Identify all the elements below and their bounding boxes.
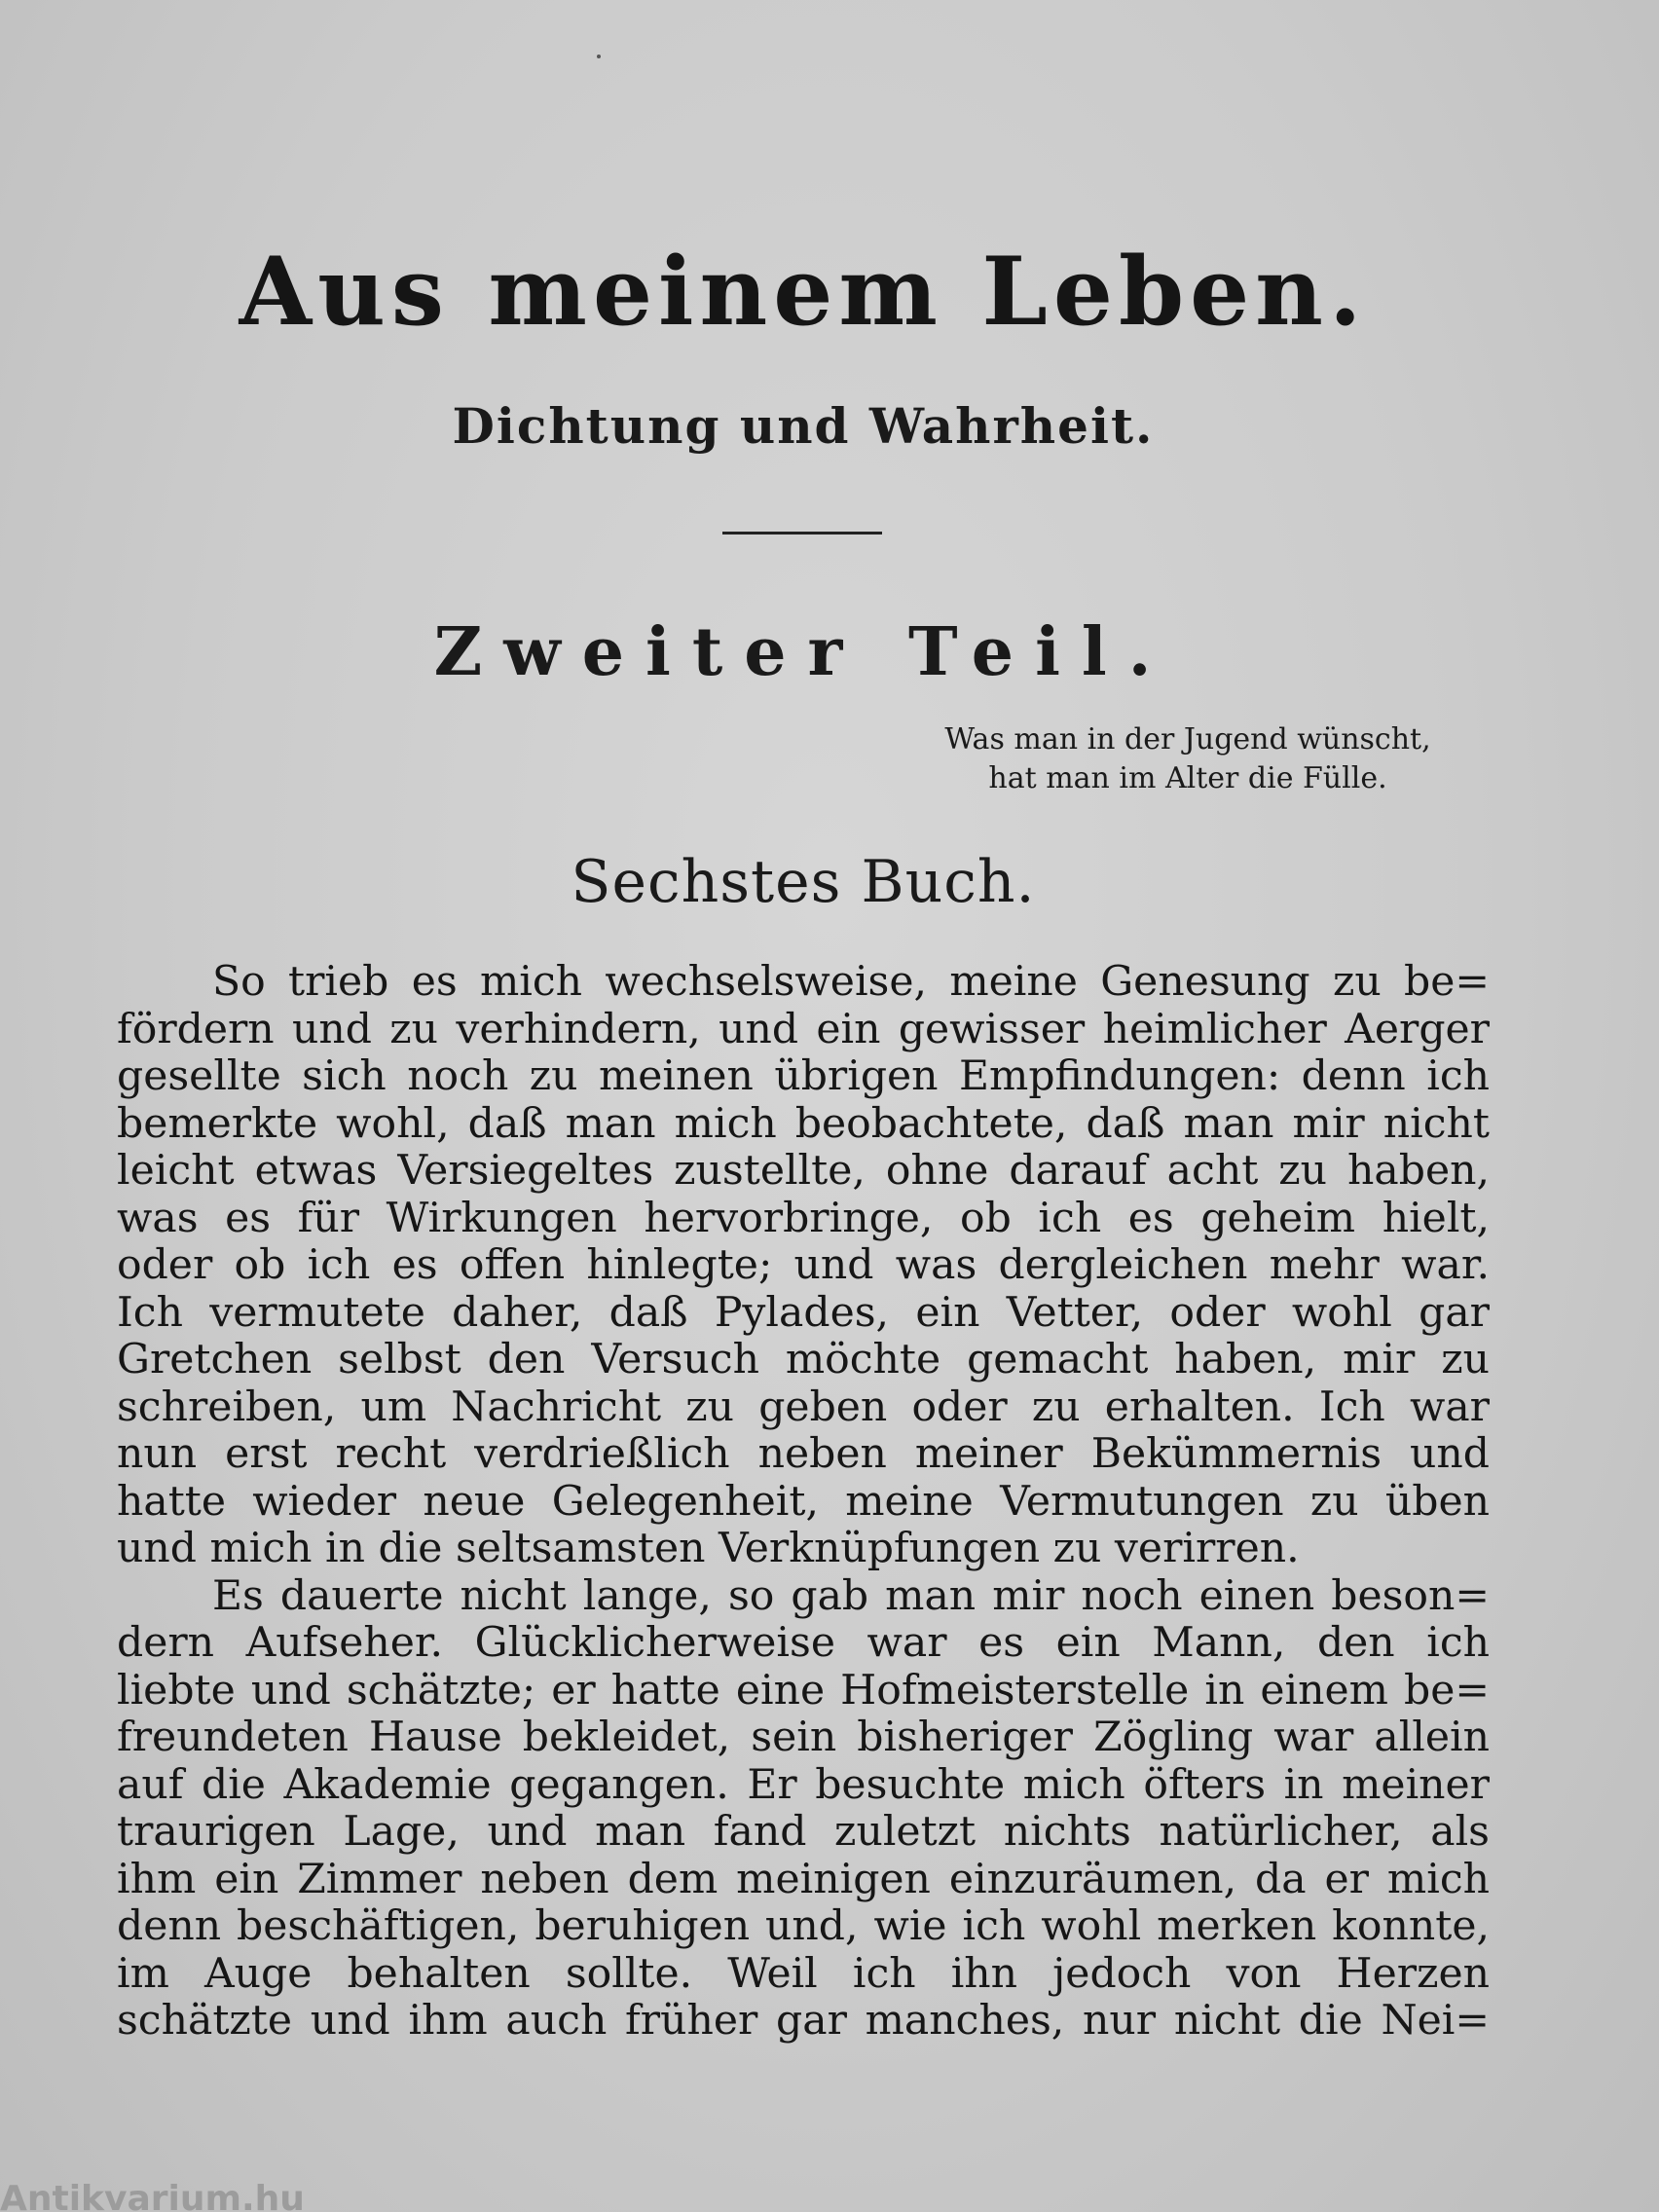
chapter-title: Sechstes Buch. bbox=[571, 848, 1036, 916]
text-line: leicht etwas Versiegeltes zustellte, ohne darauf acht zu haben, bbox=[117, 1148, 1490, 1195]
text-line: Gretchen selbst den Versuch möchte gemacht haben, mir zu bbox=[117, 1337, 1490, 1383]
text-line: auf die Akademie gegangen. Er besuchte mich öfters in meiner bbox=[117, 1761, 1490, 1809]
text-line: nun erst recht verdrießlich neben meiner Bekümmernis und bbox=[117, 1431, 1490, 1478]
text-line: Es dauerte nicht lange, so gab man mir noch einen beson= bbox=[212, 1572, 1490, 1620]
text-line: was es für Wirkungen hervorbringe, ob ich es geheim hielt, bbox=[117, 1195, 1490, 1242]
epigraph-line: Was man in der Jugend wünscht, bbox=[944, 722, 1431, 756]
paragraph bbox=[117, 1573, 1490, 2046]
text-line: ihm ein Zimmer neben dem meinigen einzuräumen, da er mich bbox=[117, 1856, 1490, 1903]
body-text bbox=[117, 959, 1490, 2046]
text-line: liebte und schätzte; er hatte eine Hofmeisterstelle in einem be= bbox=[117, 1667, 1490, 1714]
epigraph bbox=[915, 720, 1460, 798]
text-line: schreiben, um Nachricht zu geben oder zu erhalten. Ich war bbox=[117, 1383, 1490, 1431]
epigraph-line: hat man im Alter die Fülle. bbox=[988, 761, 1387, 795]
text-line: und mich in die seltsamsten Verknüpfungen zu verirren. bbox=[117, 1526, 1300, 1572]
text-line: traurigen Lage, und man fand zuletzt nichts natürlicher, als bbox=[117, 1809, 1490, 1856]
text-line: dern Aufseher. Glücklicherweise war es ein Mann, den ich bbox=[117, 1620, 1490, 1667]
text-line: hatte wieder neue Gelegenheit, meine Vermutungen zu üben bbox=[117, 1478, 1490, 1526]
text-line: denn beschäftigen, beruhigen und, wie ich wohl merken konnte, bbox=[117, 1903, 1490, 1950]
watermark: Antikvarium.hu bbox=[0, 2179, 305, 2212]
text-line: oder ob ich es offen hinlegte; und was dergleichen mehr war. bbox=[117, 1242, 1490, 1289]
text-line: So trieb es mich wechselsweise, meine Genesung zu be= bbox=[212, 959, 1490, 1006]
page-title: Aus meinem Leben. bbox=[239, 237, 1368, 347]
text-line: schätzte und ihm auch früher gar manches, nur nicht die Nei= bbox=[117, 1998, 1490, 2045]
page-subtitle: Dichtung und Wahrheit. bbox=[452, 397, 1155, 455]
part-heading: Zweiter Teil. bbox=[433, 613, 1173, 691]
text-line: im Auge behalten sollte. Weil ich ihn jedoch von Herzen bbox=[117, 1950, 1490, 1998]
text-line: Ich vermutete daher, daß Pylades, ein Vetter, oder wohl gar bbox=[117, 1289, 1490, 1337]
text-line: bemerkte wohl, daß man mich beobachtete, daß man mir nicht bbox=[117, 1100, 1490, 1148]
ink-speck bbox=[597, 55, 601, 58]
text-line: gesellte sich noch zu meinen übrigen Empfindungen: denn ich bbox=[117, 1053, 1490, 1100]
paragraph bbox=[117, 959, 1490, 1573]
text-line: fördern und zu verhindern, und ein gewisser heimlicher Aerger bbox=[117, 1006, 1490, 1053]
text-line: freundeten Hause bekleidet, sein bisheriger Zögling war allein bbox=[117, 1714, 1490, 1761]
divider-rule bbox=[722, 532, 882, 535]
